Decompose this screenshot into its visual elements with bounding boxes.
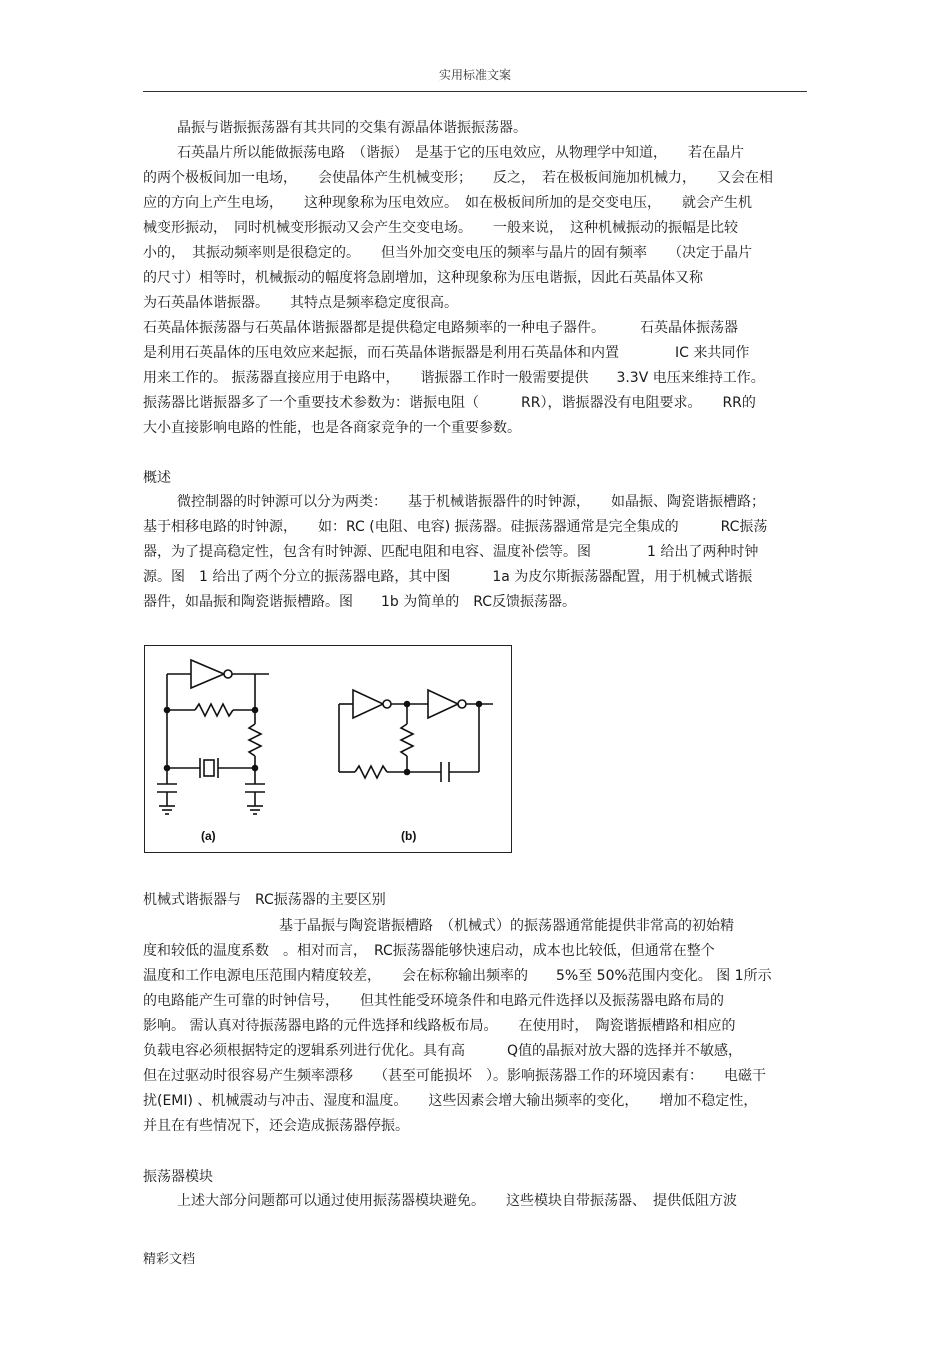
text-line: 小的， 其振动频率则是很稳定的。 但当外加交变电压的频率与晶片的固有频率 （决定于晶片 (143, 245, 752, 261)
module-paragraph (143, 1189, 807, 1214)
circuit-a-pierce-oscillator (157, 660, 269, 814)
text-line: 度和较低的温度系数 。相对而言， RC振荡器能够快速启动，成本也比较低，但通常在整个 (143, 943, 715, 959)
page-footer: 精彩文档 (143, 1252, 196, 1267)
circuit-b-rc-oscillator (339, 690, 493, 782)
text-line: 的两个极板间加一电场， 会使晶体产生机械变形； 反之， 若在极板间施加机械力， 又会在相 (143, 170, 773, 186)
header-rule (143, 91, 807, 92)
text-line: 的电路能产生可靠的时钟信号， 但其性能受环境条件和电路元件选择以及振荡器电路布局的 (143, 993, 724, 1009)
comparison-heading: 机械式谐振器与 RC振荡器的主要区别 (143, 892, 386, 908)
text-line: 石英晶片所以能做振荡电路 （谐振） 是基于它的压电效应，从物理学中知道， 若在晶片 (177, 145, 744, 161)
text-line: 用来工作的。 振荡器直接应用于电路中， 谐振器工作时一般需要提供 3.3V 电压来维持工作。 (143, 370, 765, 386)
text-line: 石英晶体振荡器与石英晶体谐振器都是提供稳定电路频率的一种电子器件。 石英晶体振荡器 (143, 320, 738, 336)
page-header: 实用标准文案 (438, 68, 511, 82)
text-line: 晶振与谐振振荡器有其共同的交集有源晶体谐振振荡器。 (177, 120, 527, 136)
text-line: 并且在有些情况下，还会造成振荡器停振。 (143, 1118, 409, 1134)
text-line: 是利用石英晶体的压电效应来起振，而石英晶体谐振器是利用石英晶体和内置 IC 来共同作 (143, 345, 750, 361)
text-line: 的尺寸）相等时，机械振动的幅度将急剧增加，这种现象称为压电谐振，因此石英晶体又称 (143, 270, 703, 286)
text-line: 负载电容必须根据特定的逻辑系列进行优化。具有高 Q值的晶振对放大器的选择并不敏感， (143, 1043, 743, 1059)
text-line: 影响。 需认真对待振荡器电路的元件选择和线路板布局。 在使用时， 陶瓷谐振槽路和相应的 (143, 1018, 736, 1034)
text-line: 基于晶振与陶瓷谐振槽路 （机械式）的振荡器通常能提供非常高的初始精 (279, 918, 734, 934)
text-line: 微控制器的时钟源可以分为两类： 基于机械谐振器件的时钟源， 如晶振、陶瓷谐振槽路； (177, 494, 765, 510)
text-line: 器，为了提高稳定性，包含有时钟源、匹配电阻和电容、温度补偿等。图 1 给出了两种时钟 (143, 544, 759, 560)
intro-paragraph (143, 116, 807, 441)
text-line: 基于相移电路的时钟源， 如：RC (电阻、电容) 振荡器。硅振荡器通常是完全集成的 RC振荡 (143, 519, 768, 535)
comparison-paragraph (143, 914, 807, 1139)
module-heading: 振荡器模块 (143, 1169, 213, 1185)
text-line: 为石英晶体谐振器。 其特点是频率稳定度很高。 (143, 295, 458, 311)
overview-paragraph (143, 490, 807, 615)
text-line: 扰(EMI) 、机械震动与冲击、湿度和温度。 这些因素会增大输出频率的变化， 增加不稳定性， (143, 1093, 758, 1109)
text-line: 大小直接影响电路的性能，也是各商家竞争的一个重要参数。 (143, 420, 521, 436)
text-line: 温度和工作电源电压范围内精度较差， 会在标称输出频率的 5%至 50%范围内变化。 图 1所示 (143, 968, 772, 984)
text-line: 上述大部分问题都可以通过使用振荡器模块避免。 这些模块自带振荡器、 提供低阻方波 (177, 1193, 737, 1209)
text-line: 应的方向上产生电场， 这种现象称为压电效应。 如在极板间所加的是交变电压， 就会产生机 (143, 195, 752, 211)
overview-heading: 概述 (143, 470, 171, 486)
text-line: 振荡器比谐振器多了一个重要技术参数为：谐振电阻（ RR），谐振器没有电阻要求。 RR的 (143, 395, 756, 411)
text-line: 器件，如晶振和陶瓷谐振槽路。图 1b 为简单的 RC反馈振荡器。 (143, 594, 577, 610)
figure-label-b: (b) (401, 829, 417, 843)
text-line: 械变形振动， 同时机械变形振动又会产生交变电场。 一般来说， 这种机械振动的振幅是比较 (143, 220, 738, 236)
figure-label-a: (a) (201, 829, 216, 843)
oscillator-circuit-figure (144, 645, 512, 853)
text-line: 但在过驱动时很容易产生频率漂移 （甚至可能损坏 ）。影响振荡器工作的环境因素有： 电磁干 (143, 1068, 766, 1084)
text-line: 源。图 1 给出了两个分立的振荡器电路，其中图 1a 为皮尔斯振荡器配置，用于机械式谐振 (143, 569, 753, 585)
